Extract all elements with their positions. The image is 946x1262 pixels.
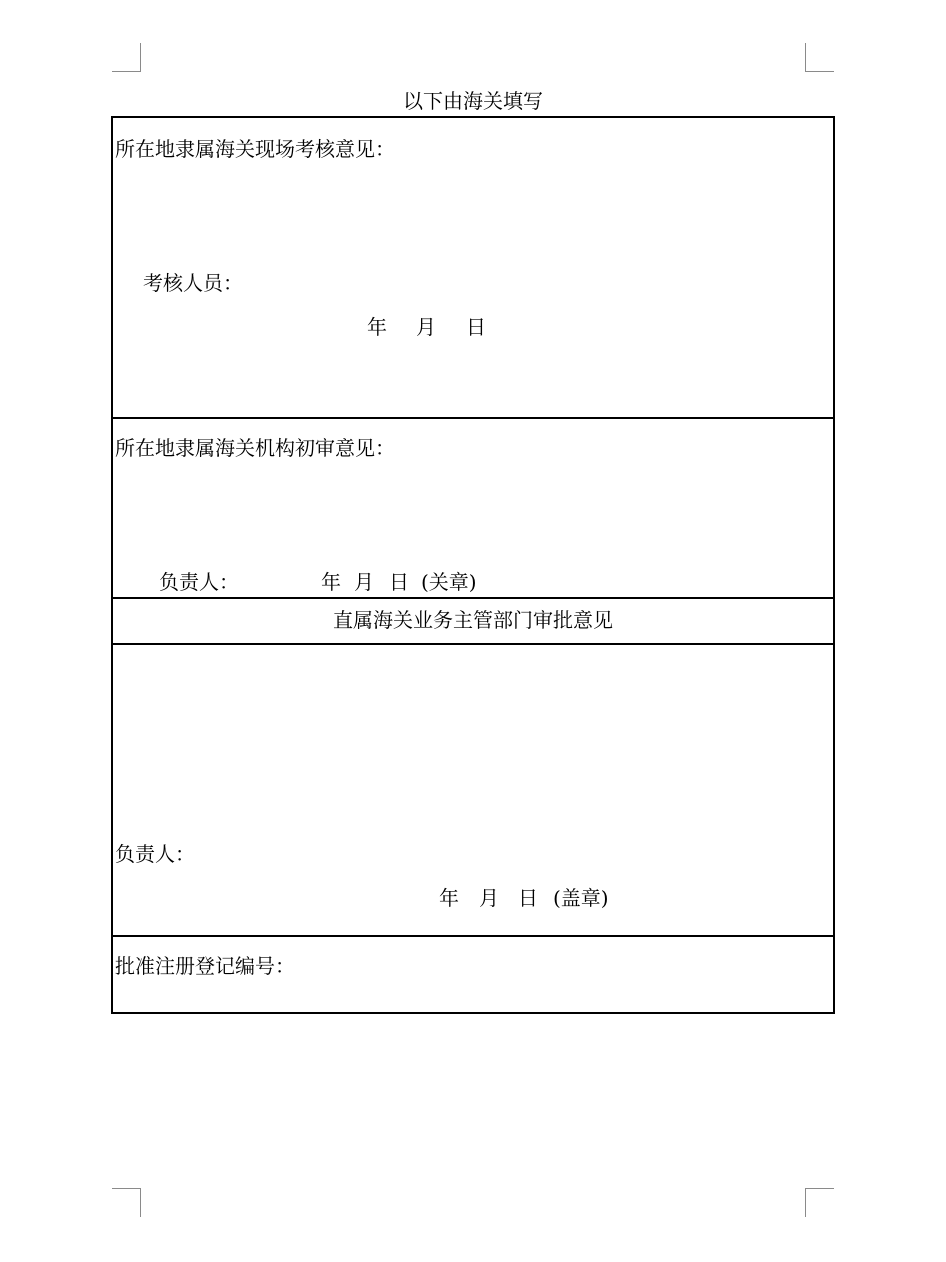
preliminary-date-month: 月 xyxy=(354,570,374,594)
onsite-review-section xyxy=(113,118,833,419)
review-date-day: 日 xyxy=(466,315,486,339)
preliminary-review-section xyxy=(113,419,833,599)
preliminary-date-year: 年 xyxy=(321,570,341,594)
crop-mark-top-right xyxy=(805,43,834,72)
crop-mark-top-left xyxy=(112,43,141,72)
onsite-review-label: 所在地隶属海关现场考核意见： xyxy=(115,137,395,161)
customs-seal-note: (关章) xyxy=(421,570,477,594)
registration-number-label: 批准注册登记编号： xyxy=(115,954,295,978)
review-date-month: 月 xyxy=(416,315,436,339)
review-date-year: 年 xyxy=(367,315,387,339)
approval-date-day: 日 xyxy=(518,886,538,910)
approval-responsible-label: 负责人： xyxy=(115,842,195,866)
registration-number-section xyxy=(113,937,833,1014)
customs-fill-header: 以下由海关填写 xyxy=(403,89,543,113)
crop-mark-bottom-left xyxy=(112,1188,141,1217)
preliminary-date-day: 日 xyxy=(389,570,409,594)
approval-date-month: 月 xyxy=(479,886,499,910)
approval-heading-section xyxy=(113,599,833,645)
reviewer-label: 考核人员： xyxy=(143,271,243,295)
customs-review-form xyxy=(111,116,835,1014)
approval-section xyxy=(113,645,833,937)
approval-heading: 直属海关业务主管部门审批意见 xyxy=(333,608,613,632)
preliminary-responsible-label: 负责人： xyxy=(159,570,239,594)
approval-date-year: 年 xyxy=(439,886,459,910)
stamp-seal-note: (盖章) xyxy=(553,886,609,910)
crop-mark-bottom-right xyxy=(805,1188,834,1217)
preliminary-review-label: 所在地隶属海关机构初审意见： xyxy=(115,436,395,460)
